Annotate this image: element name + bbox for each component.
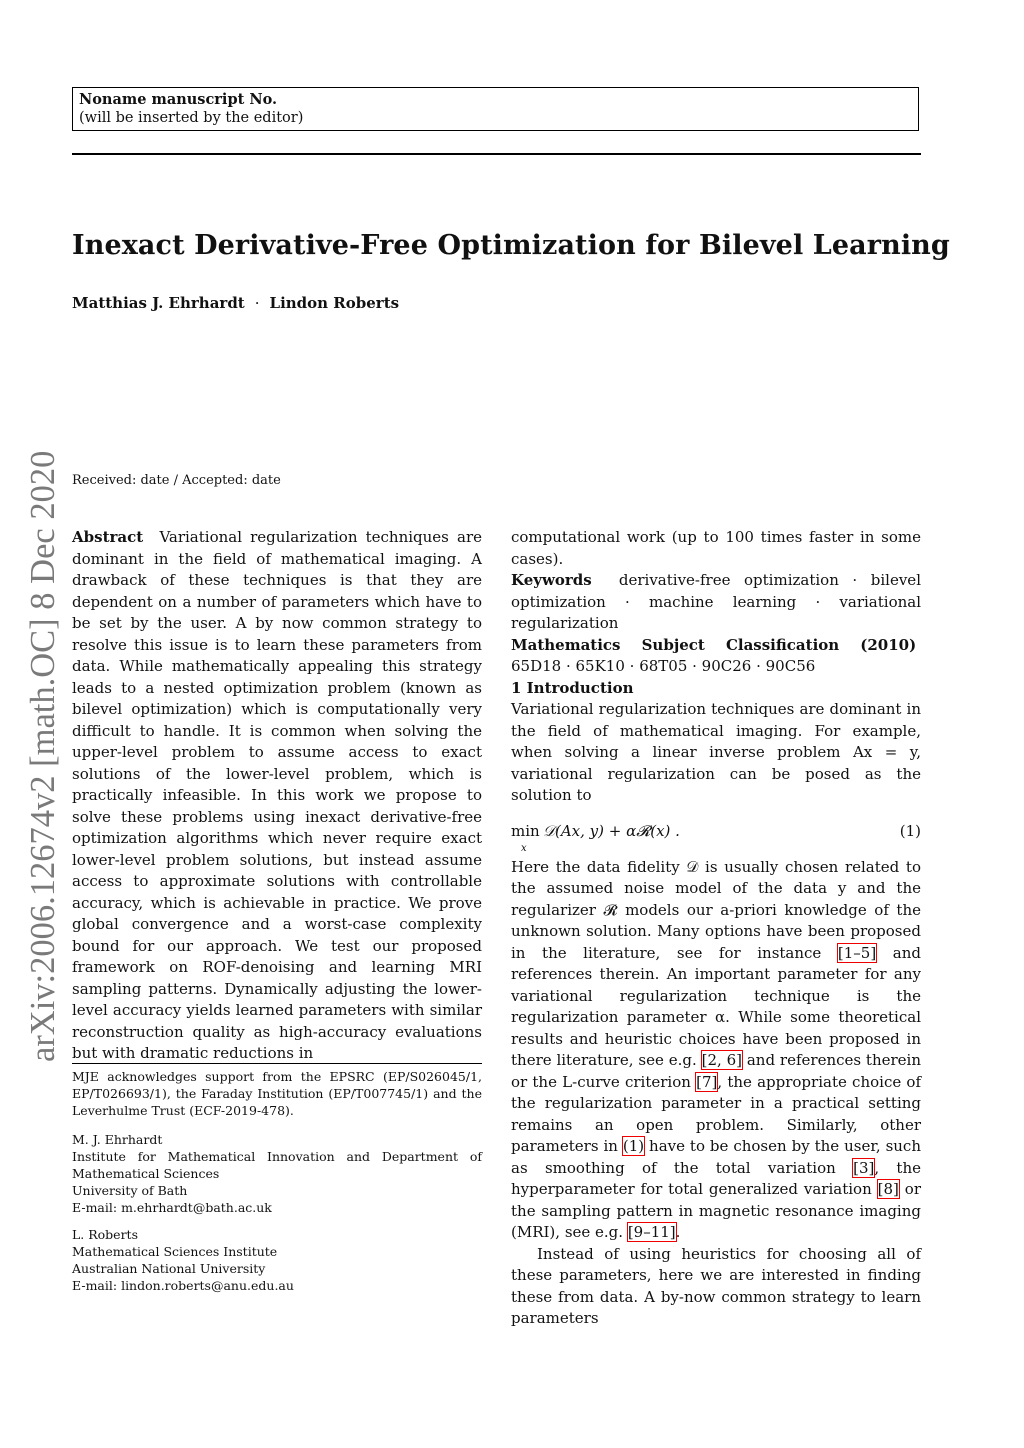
equation-subscript: x bbox=[521, 842, 527, 854]
author-roberts: Lindon Roberts bbox=[269, 294, 400, 312]
text-run: Here the data fidelity 𝒟 is usually chosen related to the assumed noise model of the data y and the regularizer 𝓡 models our a-priori knowledge of the unknown solution. Many options have been proposed in the literature, see for instance bbox=[511, 857, 921, 962]
equation-1 bbox=[511, 821, 921, 857]
equation-min: min bbox=[511, 821, 540, 840]
affiliation-roberts bbox=[72, 1226, 482, 1294]
manuscript-number-label: Noname manuscript No. bbox=[79, 91, 278, 108]
text-run: and references therein or the L-curve criterion bbox=[511, 1051, 921, 1091]
affiliation-line: Mathematical Sciences bbox=[72, 1166, 220, 1181]
arxiv-stamp: arXiv:2006.12674v2 [math.OC] 8 Dec 2020 bbox=[24, 450, 62, 1062]
citation-link[interactable]: [1–5] bbox=[837, 943, 877, 962]
left-column bbox=[72, 527, 482, 1065]
header-rule bbox=[72, 153, 921, 155]
affiliation-line: University of Bath bbox=[72, 1183, 188, 1198]
section-heading-introduction: 1 Introduction bbox=[511, 678, 634, 697]
manuscript-editor-note: (will be inserted by the editor) bbox=[79, 110, 304, 126]
paper-title: Inexact Derivative-Free Optimization for Bilevel Learning bbox=[72, 230, 950, 261]
text-run: or the sampling pattern in magnetic resonance imaging (MRI), see e.g. bbox=[511, 1180, 921, 1241]
text-run: , the hyperparameter for total generalized variation bbox=[511, 1158, 921, 1198]
intro-paragraph-1: Variational regularization techniques are dominant in the field of mathematical imaging. For example, when solving a linear inverse problem Ax = y, variational regularization can be posed as the solution to bbox=[511, 700, 921, 804]
citation-link[interactable]: [2, 6] bbox=[701, 1051, 743, 1069]
text-run: . bbox=[675, 1223, 681, 1241]
intro-paragraph-2 bbox=[511, 857, 921, 1244]
author-ehrhardt: Matthias J. Ehrhardt bbox=[72, 294, 245, 312]
msc-codes: 65D18 · 65K10 · 68T05 · 90C26 · 90C56 bbox=[511, 657, 816, 675]
manuscript-box bbox=[72, 87, 919, 131]
affiliation-email: E-mail: lindon.roberts@anu.edu.au bbox=[72, 1278, 294, 1293]
affiliation-line: Mathematical Sciences Institute bbox=[72, 1244, 278, 1259]
intro-paragraph-3: Instead of using heuristics for choosing all of these parameters, here we are interested in finding these from data. A by-now common strategy to learn parameters bbox=[511, 1244, 921, 1327]
affiliation-name: M. J. Ehrhardt bbox=[72, 1132, 163, 1147]
text-run: and references therein. An important parameter for any variational regularization technique is the regularization parameter α. While some theoretical results and heuristic choices have been proposed in there literature, see e.g. bbox=[511, 943, 921, 1069]
affiliation-line: Institute for Mathematical Innovation and Department of bbox=[72, 1149, 482, 1164]
keywords-text: derivative-free optimization · bilevel optimization · machine learning · variational regularization bbox=[511, 571, 921, 632]
affiliation-ehrhardt bbox=[72, 1131, 482, 1216]
citation-link[interactable]: [7] bbox=[696, 1072, 718, 1091]
author-separator: · bbox=[254, 294, 260, 312]
citation-link[interactable]: [3] bbox=[853, 1158, 875, 1177]
affiliation-email: E-mail: m.ehrhardt@bath.ac.uk bbox=[72, 1200, 272, 1215]
msc-classification bbox=[511, 635, 921, 678]
equation-number: (1) bbox=[899, 821, 921, 840]
equation-expression: 𝒟(Ax, y) + α𝓡(x) . bbox=[543, 821, 680, 840]
abstract-text: Variational regularization techniques are dominant in the field of mathematical imaging. A drawback of these techniques is that they are dependent on a number of parameters which have to be set by the user. A by now common strategy to resolve this issue is to learn these parameters from data. While mathematically appealing this strategy leads to a nested optimization problem (known as bilevel optimization) which is computationally very difficult to handle. It is common when solving the upper-level problem to assume access to exact solutions of the lower-level problem, which is practically infeasible. In this work we propose to solve these problems using inexact derivative-free optimization algorithms which never require exact lower-level problem solutions, but instead assume access to approximate solutions with controllable accuracy, which is achievable in practice. We prove global convergence and a worst-case complexity bound for our approach. We test our proposed framework on ROF-denoising and learning MRI sampling patterns. Dynamically adjusting the lower-level accuracy yields learned parameters with similar reconstruction quality as high-accuracy evaluations but with dramatic reductions in bbox=[72, 528, 482, 1062]
abstract-label: Abstract bbox=[72, 528, 144, 546]
citation-link[interactable]: [8] bbox=[877, 1180, 899, 1198]
author-list bbox=[72, 294, 399, 312]
abstract bbox=[72, 527, 482, 1065]
keywords-label: Keywords bbox=[511, 571, 592, 589]
funding-footnote: MJE acknowledges support from the EPSRC (EP/S026045/1, EP/T026693/1), the Faraday Institution (EP/T007745/1) and the Leverhulme Trust (ECF-2019-478). bbox=[72, 1069, 482, 1118]
equation-reference-link[interactable]: (1) bbox=[622, 1137, 645, 1155]
affiliation-name: L. Roberts bbox=[72, 1227, 138, 1242]
right-column bbox=[511, 527, 921, 1330]
text-run: , the appropriate choice of the regularization parameter in a practical setting remains an open problem. Similarly, other parameters in bbox=[511, 1072, 921, 1155]
msc-label: Mathematics Subject Classification (2010) bbox=[511, 635, 917, 654]
citation-link[interactable]: [9–11] bbox=[627, 1223, 676, 1241]
affiliation-line: Australian National University bbox=[72, 1261, 266, 1276]
abstract-continuation: computational work (up to 100 times faster in some cases). bbox=[511, 528, 921, 568]
text-run: have to be chosen by the user, such as smoothing of the total variation bbox=[511, 1137, 921, 1177]
footnote-rule bbox=[72, 1063, 482, 1064]
keywords bbox=[511, 570, 921, 635]
received-date: Received: date / Accepted: date bbox=[72, 473, 281, 488]
